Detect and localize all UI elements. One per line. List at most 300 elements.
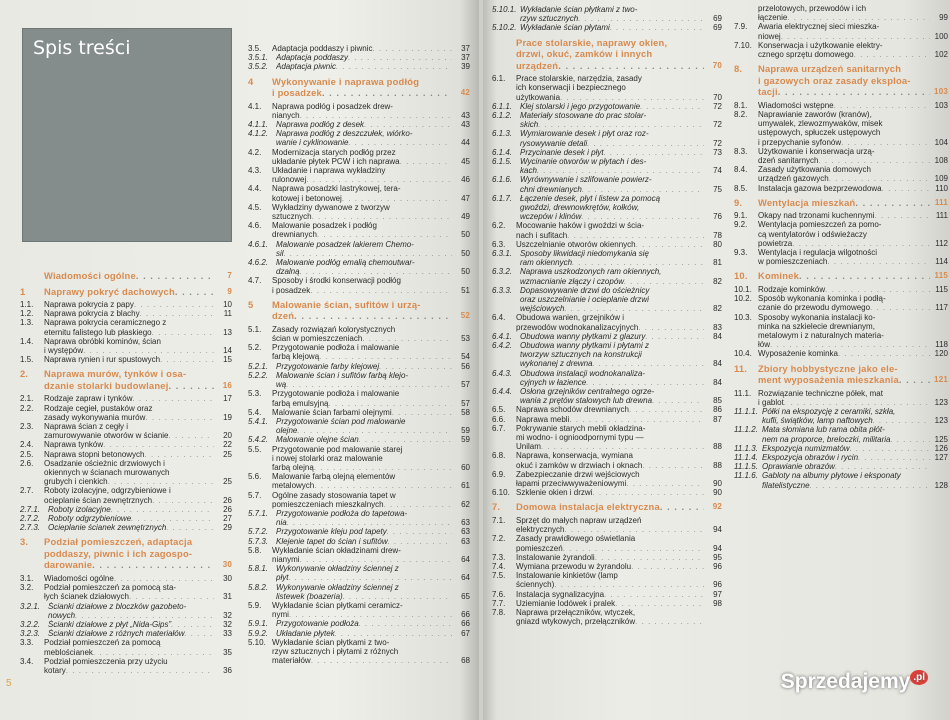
toc-entry-page: 114 xyxy=(935,257,948,267)
toc-entry-number: 7.8. xyxy=(492,607,506,617)
toc-entry xyxy=(492,369,722,387)
toc-entry xyxy=(248,258,470,276)
toc-entry xyxy=(248,435,470,444)
toc-entry-title: Ekspozycja obrazów i rycin . . . xyxy=(762,453,930,462)
toc-entry-page: 50 xyxy=(461,230,470,240)
toc-entry-title: Wykładziny dywanowe z tworzyw sztucznych . . . xyxy=(272,203,452,221)
toc-entry-page: 59 xyxy=(461,435,470,445)
toc-entry-number: 5.7.2. xyxy=(248,527,269,537)
toc-entry-title: Wyposażenie kominka . . . xyxy=(758,349,930,358)
toc-entry-page: 37 xyxy=(461,44,470,53)
toc-entry-page: 20 xyxy=(223,431,232,441)
toc-entry-page: 128 xyxy=(934,480,948,490)
toc-entry-title: Naprawa uszkodzonych ram okiennych, wzmacnianie złączy i czopów . . . xyxy=(520,267,704,285)
toc-entry xyxy=(248,546,470,564)
toc-column-4 xyxy=(734,4,948,490)
toc-entry-number: 5.2.2. xyxy=(248,370,269,380)
toc-entry-page: 27 xyxy=(223,514,232,524)
toc-entry-page: 123 xyxy=(934,416,948,426)
toc-entry-page: 95 xyxy=(713,552,722,562)
toc-entry xyxy=(248,221,470,239)
toc-entry-number: 9.1. xyxy=(734,211,748,221)
toc-entry xyxy=(248,629,470,638)
toc-entry-title: Wykładanie ścian płytami . . . xyxy=(520,23,704,32)
toc-entry-page: 11 xyxy=(223,309,232,319)
toc-entry-title: Obudowa instalacji wodnokanaliza- cyjnych w łazience . . . xyxy=(520,369,704,387)
toc-entry-number: 2.7.1. xyxy=(20,504,41,514)
toc-entry-title: Zasady rozwiązań kolorystycznych ścian w pomieszczeniach . . . xyxy=(272,325,452,343)
toc-entry-title: Naprawa rynien i rur spustowych . . . xyxy=(44,355,214,364)
toc-entry-page: 108 xyxy=(934,155,948,165)
toc-entry-page: 16 xyxy=(222,380,232,390)
toc-entry-page: 63 xyxy=(461,536,470,546)
toc-entry xyxy=(248,619,470,628)
toc-entry xyxy=(734,349,948,358)
toc-entry-page: 29 xyxy=(223,523,232,533)
toc-entry-page: 82 xyxy=(713,276,722,286)
toc-entry-number: 6.6. xyxy=(492,414,506,424)
toc-entry-title: Naprawa podłóg z desek . . . xyxy=(276,120,452,129)
toc-entry xyxy=(734,294,948,312)
toc-entry xyxy=(734,444,948,453)
toc-entry-number: 10. xyxy=(734,270,748,282)
toc-entry-page: 96 xyxy=(713,561,722,571)
toc-entry-title: Sposoby wykonania instalacji ko- minka na szkielecie drewnianym, metalowym i z naturalnych materia- łów . . . xyxy=(758,313,930,350)
toc-entry-number: 5.4. xyxy=(248,407,262,417)
toc-chapter-heading xyxy=(734,363,948,386)
toc-entry-number: 3. xyxy=(20,536,29,548)
toc-entry xyxy=(492,175,722,193)
toc-entry-number: 2.7.3. xyxy=(20,523,41,533)
toc-entry xyxy=(248,564,470,582)
toc-entry-title: Przycinanie desek i płyt . . . xyxy=(520,148,704,157)
toc-entry-page: 61 xyxy=(461,481,470,491)
toc-entry-number: 1.2. xyxy=(20,309,34,319)
toc-entry-page: 57 xyxy=(461,380,470,390)
toc-entry xyxy=(248,44,470,53)
toc-entry-number: 10.2. xyxy=(734,294,752,304)
toc-entry-title: Instalacja sygnalizacyjna . . . xyxy=(516,590,704,599)
toc-chapter-heading xyxy=(248,76,470,99)
toc-entry-title: Obudowa wanny płytkami z glazury . . . xyxy=(520,332,704,341)
toc-entry xyxy=(248,638,470,666)
toc-entry-page: 81 xyxy=(713,258,722,268)
toc-entry-number: 5.7.3. xyxy=(248,536,269,546)
toc-entry-page: 69 xyxy=(713,23,722,33)
toc-entry xyxy=(248,148,470,166)
toc-entry-number: 11.1.4. xyxy=(734,453,758,463)
toc-entry-title: Naprawa pokrycia ceramicznego z eternitu falistego lub płaskiego . . . xyxy=(44,318,214,336)
toc-entry xyxy=(248,325,470,343)
toc-entry xyxy=(734,248,948,266)
toc-entry-title: Naprawa pokrycia z papy . . . xyxy=(44,300,214,309)
toc-entry-number: 6.1.4. xyxy=(492,147,513,157)
toc-entry-number: 6.1.5. xyxy=(492,156,513,166)
toc-entry xyxy=(492,451,722,469)
toc-entry xyxy=(492,534,722,552)
toc-entry xyxy=(734,220,948,248)
toc-entry-title: Wykonywanie i naprawa podłóg i posadzek . . . xyxy=(272,76,452,99)
toc-entry-number: 2.1. xyxy=(20,394,34,404)
toc-entry-title: Roboty izolacyjne, odgrzybieniowe i ocieplanie ścian zewnętrznych . . . xyxy=(44,486,214,504)
toc-entry-number: 1.1. xyxy=(20,300,34,309)
toc-entry-number: 3.2.3. xyxy=(20,629,41,639)
toc-entry-title: Rodzaje kominków . . . xyxy=(758,285,930,294)
toc-entry-title: Ścianki działowe z różnych materiałów . . . xyxy=(48,629,214,638)
toc-entry-number: 5.1. xyxy=(248,324,262,334)
toc-entry xyxy=(734,425,948,443)
toc-entry-number: 7.9. xyxy=(734,22,748,32)
toc-entry-number: 8.5. xyxy=(734,183,748,193)
toc-entry xyxy=(492,148,722,157)
toc-entry xyxy=(248,389,470,407)
toc-entry xyxy=(492,74,722,102)
toc-entry xyxy=(492,102,722,111)
toc-entry xyxy=(248,527,470,536)
toc-entry-number: 4.3. xyxy=(248,166,262,176)
toc-chapter-heading xyxy=(734,270,948,282)
toc-entry-title: Malowanie ścian i sufitów farbą klejo- wą . . . xyxy=(276,371,452,389)
toc-entry-number: 10.4. xyxy=(734,349,752,359)
toc-entry-title: Wymiarowanie desek i płyt oraz roz- rysowywanie detali . . . xyxy=(520,129,704,147)
toc-entry xyxy=(20,486,232,504)
toc-entry-title: Wiadomości ogólne . . . xyxy=(44,574,214,583)
toc-entry xyxy=(20,505,232,514)
toc-entry xyxy=(248,184,470,202)
toc-entry-page: 74 xyxy=(713,166,722,176)
toc-entry-page: 102 xyxy=(934,50,948,60)
toc-entry-number: 6.10. xyxy=(492,488,510,498)
watermark-badge: .pl xyxy=(910,670,928,685)
toc-entry xyxy=(734,285,948,294)
toc-entry-number: 1 xyxy=(20,285,26,297)
toc-entry-title: Naprawa posadzki lastrykowej, tera- kotowej i betonowej . . . xyxy=(272,184,452,202)
toc-entry-number: 3.2. xyxy=(20,583,34,593)
toc-entry-title: Ścianki działowe z płyt „Nida-Gips” . . . xyxy=(48,620,214,629)
toc-entry-page: 88 xyxy=(713,442,722,452)
toc-entry-title: Malowanie posadzek i podłóg drewnianych . . . xyxy=(272,221,452,239)
toc-entry-page: 47 xyxy=(461,193,470,203)
toc-entry-page: 100 xyxy=(934,31,948,41)
toc-entry-title: Naprawa obróbki kominów, ścian i występów . . . xyxy=(44,337,214,355)
toc-entry-page: 44 xyxy=(461,138,470,148)
toc-entry-title: Naprawa przełączników, wtyczek, gniazd wtykowych, przełączników . . . xyxy=(516,608,704,626)
toc-chapter-heading xyxy=(20,536,232,571)
toc-entry xyxy=(734,184,948,193)
toc-entry-number: 11.1.5. xyxy=(734,462,758,472)
toc-entry-page: 57 xyxy=(461,398,470,408)
toc-entry-page: 53 xyxy=(461,334,470,344)
toc-entry-title: Adaptacja piwnic . . . xyxy=(276,62,452,71)
toc-entry-number: 7.4. xyxy=(492,561,506,571)
toc-entry xyxy=(734,462,948,471)
toc-entry-number: 3.1. xyxy=(20,573,34,583)
toc-entry xyxy=(20,620,232,629)
toc-entry-page: 90 xyxy=(713,479,722,489)
toc-entry-page: 25 xyxy=(223,477,232,487)
toc-entry-title: Adaptacja poddaszy . . . xyxy=(276,53,452,62)
toc-entry-title: Przygotowanie podłoża . . . xyxy=(276,619,452,628)
toc-entry-title: Wykonywanie okładziny ściennej z listewek (boazeria) . . . xyxy=(276,583,452,601)
toc-entry xyxy=(20,394,232,403)
toc-entry xyxy=(248,583,470,601)
toc-entry-number: 8.4. xyxy=(734,165,748,175)
toc-entry-page: 26 xyxy=(223,504,232,514)
toc-entry xyxy=(20,355,232,364)
toc-entry-number: 7.10. xyxy=(734,40,752,50)
toc-entry-number: 4 xyxy=(248,75,254,87)
toc-entry xyxy=(492,249,722,267)
toc-entry-title: Rodzaje zapraw i tynków . . . xyxy=(44,394,214,403)
toc-entry-page: 59 xyxy=(461,426,470,436)
toc-entry xyxy=(734,453,948,462)
toc-entry xyxy=(248,102,470,120)
toc-entry-page: 45 xyxy=(461,156,470,166)
toc-entry-page: 70 xyxy=(713,92,722,102)
toc-entry xyxy=(20,422,232,440)
toc-entry-title: Wycinanie otworów w płytach i des- kach . . . xyxy=(520,157,704,175)
toc-entry-page: 42 xyxy=(460,88,470,98)
toc-entry-title: Malowanie ścian, sufitów i urzą- dzeń . . . xyxy=(272,299,452,322)
toc-entry-page: 82 xyxy=(713,304,722,314)
toc-entry-number: 5.8. xyxy=(248,545,262,555)
toc-entry xyxy=(248,343,470,361)
toc-entry-title: Dopasowywanie drzwi do ościeżnicy oraz uszczelnianie i ocieplanie drzwi wejściowych . . . xyxy=(520,286,704,314)
toc-entry-title: Użytkowanie i konserwacja urzą- dzeń sanitarnych . . . xyxy=(758,147,930,165)
toc-entry-title: Gabloty na albumy płytowe i eksponaty filatelistyczne . . . xyxy=(762,471,930,489)
toc-entry xyxy=(492,516,722,534)
toc-entry-page: 96 xyxy=(713,580,722,590)
toc-entry xyxy=(492,332,722,341)
toc-entry-page: 66 xyxy=(461,610,470,620)
toc-entry-title: Wyrównywanie i szlifowanie powierz- chni drewnianych . . . xyxy=(520,175,704,193)
toc-entry-number: 5.4.1. xyxy=(248,416,269,426)
toc-entry xyxy=(248,129,470,147)
toc-entry-page: 65 xyxy=(461,591,470,601)
toc-entry-number: 3.5.1. xyxy=(248,53,269,63)
toc-entry-page: 63 xyxy=(461,527,470,537)
toc-entry-page: 72 xyxy=(713,120,722,130)
toc-entry xyxy=(248,417,470,435)
toc-entry-number: 5.4.2. xyxy=(248,435,269,445)
toc-entry-title: Ogólne zasady stosowania tapet w pomieszczeniach mieszkalnych . . . xyxy=(272,491,452,509)
toc-entry-number: 5.6. xyxy=(248,472,262,482)
toc-entry xyxy=(492,415,722,424)
toc-entry xyxy=(248,445,470,473)
toc-entry xyxy=(734,165,948,183)
toc-entry-title: Roboty odgrzybieniowe . . . xyxy=(48,514,214,523)
toc-chapter-heading xyxy=(20,286,232,298)
toc-entry xyxy=(492,194,722,222)
toc-entry xyxy=(248,62,470,71)
toc-entry-number: 5.5. xyxy=(248,444,262,454)
toc-entry-number: 5.8.2. xyxy=(248,582,269,592)
toc-entry xyxy=(734,4,948,22)
toc-entry-title: Obudowa wanny płytkami i płytami z tworzyw sztucznych na konstrukcji wykonanej z drewna . . . xyxy=(520,341,704,369)
toc-entry-title: Przygotowanie farby klejowej . . . xyxy=(276,362,452,371)
toc-entry-title: Wykładanie ścian okładzinami drew- nianymi . . . xyxy=(272,546,452,564)
toc-entry-title: Układanie i naprawa wykładziny rulonowej . . . xyxy=(272,166,452,184)
toc-entry xyxy=(248,509,470,527)
toc-entry-page: 111 xyxy=(934,197,948,207)
toc-entry-number: 6.3.3. xyxy=(492,285,513,295)
toc-entry-page: 99 xyxy=(939,13,948,23)
toc-entry xyxy=(492,608,722,626)
toc-entry-page: 103 xyxy=(934,87,948,97)
toc-entry xyxy=(492,488,722,497)
toc-entry-number: 9.2. xyxy=(734,220,748,230)
toc-entry xyxy=(492,599,722,608)
watermark: Sprzedajemy $^{.pl}$ xyxy=(781,670,928,694)
toc-entry-number: 7.7. xyxy=(492,598,506,608)
toc-entry-number: 6.8. xyxy=(492,451,506,461)
toc-entry-number: 8.3. xyxy=(734,146,748,156)
toc-entry-number: 1.5. xyxy=(20,355,34,365)
toc-entry xyxy=(20,657,232,675)
toc-entry-number: 5.9.1. xyxy=(248,619,269,629)
toc-entry-title: Naprawa schodów drewnianych . . . xyxy=(516,405,704,414)
toc-entry-title: Prace stolarskie, naprawy okien, drzwi, okuć, zamków i innych urządzeń . . . xyxy=(516,37,704,72)
toc-entry-title: Ścianki działowe z bloczków gazobeto- nowych . . . xyxy=(48,602,214,620)
toc-entry-number: 3.2.2. xyxy=(20,619,41,629)
toc-entry-number: 4.4. xyxy=(248,184,262,194)
toc-entry-number: 11.1. xyxy=(734,388,752,398)
toc-entry-number: 5.3. xyxy=(248,389,262,399)
toc-entry-page: 32 xyxy=(223,619,232,629)
toc-entry-title: Wykonywanie okładziny ściennej z płyt . . . xyxy=(276,564,452,582)
toc-entry-title: Naprawa urządzeń sanitarnych i gazowych oraz zasady eksploa- tacji . . . xyxy=(758,63,930,98)
toc-entry-page: 37 xyxy=(461,53,470,63)
toc-entry-page: 115 xyxy=(935,284,948,294)
toc-entry-page: 70 xyxy=(712,60,722,70)
toc-entry-title: Malowanie posadzek lakierem Chemo- sil . . . xyxy=(276,240,452,258)
toc-entry xyxy=(248,362,470,371)
toc-entry-page: 51 xyxy=(461,285,470,295)
toc-entry-page: 115 xyxy=(934,271,948,281)
toc-entry-number: 6.4.4. xyxy=(492,387,513,397)
toc-entry xyxy=(492,387,722,405)
toc-entry-title: Wykładanie ścian płytkami z two- rzyw sztucznych i płytami z różnych materiałów . . . xyxy=(272,638,452,666)
toc-entry-number: 6.1.7. xyxy=(492,193,513,203)
toc-column-2 xyxy=(248,44,470,665)
toc-entry-page: 32 xyxy=(223,610,232,620)
toc-entry-title: Pokrywanie starych mebli okładzina- mi wodno- i ognioodpornymi typu — Unilam . . . xyxy=(516,424,704,452)
toc-entry xyxy=(20,459,232,487)
toc-entry-number: 3.2.1. xyxy=(20,601,41,611)
toc-entry-number: 11.1.1. xyxy=(734,407,758,416)
toc-entry-page: 63 xyxy=(461,518,470,528)
toc-entry-number: 6.1.1. xyxy=(492,101,513,111)
toc-entry-number: 5.8.1. xyxy=(248,564,269,574)
toc-entry-title: Uziemianie lodówek i pralek . . . xyxy=(516,599,704,608)
toc-entry xyxy=(492,571,722,589)
toc-entry xyxy=(492,129,722,147)
toc-entry-page: 31 xyxy=(223,592,232,602)
toc-entry xyxy=(248,408,470,417)
toc-entry xyxy=(248,472,470,490)
toc-entry xyxy=(734,407,948,425)
toc-entry-number: 9.3. xyxy=(734,248,748,258)
toc-entry-number: 3.5. xyxy=(248,44,262,53)
toc-entry-number: 2.3. xyxy=(20,422,34,432)
toc-chapter-heading xyxy=(20,270,232,282)
toc-entry-page: 112 xyxy=(935,238,948,248)
toc-entry-number: 6.3. xyxy=(492,239,506,249)
toc-entry-title: Wiadomości ogólne . . . xyxy=(44,270,214,282)
toc-entry-number: 5.10.1. xyxy=(492,5,517,14)
toc-entry-title: Przygotowanie pod malowanie starej i nowej stolarki oraz malowanie farbą olejną . . . xyxy=(272,445,452,473)
toc-entry-page: 14 xyxy=(223,346,232,356)
toc-entry xyxy=(734,471,948,489)
toc-entry-page: 120 xyxy=(934,349,948,359)
toc-entry xyxy=(492,470,722,488)
toc-entry-number: 5.2.1. xyxy=(248,361,269,371)
toc-entry-page: 90 xyxy=(713,488,722,498)
toc-entry-title: Mata słomiana lub rama obita płót- nem na proporce, breloczki, militaria . . . xyxy=(762,425,930,443)
toc-entry-page: 75 xyxy=(713,184,722,194)
toc-entry-title: Naprawa mebli . . . xyxy=(516,415,704,424)
toc-entry-number: 1.4. xyxy=(20,336,34,346)
toc-entry xyxy=(492,313,722,331)
toc-entry-title: Klej stolarski i jego przygotowanie . . . xyxy=(520,102,704,111)
toc-entry-number: 4.1. xyxy=(248,101,262,111)
toc-entry-title: Oprawianie obrazów . . . xyxy=(762,462,930,471)
toc-entry-number: 2.4. xyxy=(20,440,34,450)
toc-entry xyxy=(20,574,232,583)
toc-entry-title: Instalacja gazowa bezprzewodowa . . . xyxy=(758,184,930,193)
toc-entry-page: 78 xyxy=(713,230,722,240)
toc-entry-page: 35 xyxy=(223,647,232,657)
toc-entry-number: 4.1.1. xyxy=(248,120,269,130)
toc-entry-number: 10.3. xyxy=(734,312,752,322)
toc-entry-page: 97 xyxy=(713,589,722,599)
toc-entry xyxy=(492,405,722,414)
toc-entry-number: 5.9.2. xyxy=(248,628,269,638)
toc-entry xyxy=(20,523,232,532)
toc-entry-number: 6.5. xyxy=(492,405,506,415)
toc-entry-number: 6.3.2. xyxy=(492,267,513,277)
toc-entry-title: Materiały stosowane do prac stolar- skich . . . xyxy=(520,111,704,129)
toc-chapter-heading xyxy=(492,501,722,513)
toc-entry-number: 4.6.2. xyxy=(248,258,269,268)
toc-entry xyxy=(734,211,948,220)
toc-entry xyxy=(20,440,232,449)
toc-entry xyxy=(734,41,948,59)
toc-entry-number: 5.7. xyxy=(248,490,262,500)
toc-entry-title: Roboty izolacyjne . . . xyxy=(48,505,214,514)
toc-entry-number: 6.4.2. xyxy=(492,341,513,350)
toc-entry xyxy=(492,267,722,285)
toc-entry-page: 54 xyxy=(461,352,470,362)
toc-entry-title: Naprawa stopni betonowych . . . xyxy=(44,450,214,459)
toc-entry-title: Naprawa, konserwacja, wymiana okuć i zamków w drzwiach i oknach . . . xyxy=(516,451,704,469)
toc-entry xyxy=(248,120,470,129)
toc-entry-number: 7.5. xyxy=(492,571,506,581)
toc-entry-number: 2.7. xyxy=(20,486,34,496)
toc-entry-number: 5.2. xyxy=(248,343,262,353)
toc-entry-number: 4.6. xyxy=(248,221,262,231)
toc-entry-title: Wentylacja pomieszczeń za pomo- cą wentylatorów i odświeżaczy powietrza . . . xyxy=(758,220,930,248)
toc-entry-page: 56 xyxy=(461,361,470,371)
toc-entry-page: 76 xyxy=(713,212,722,222)
toc-entry-page: 22 xyxy=(223,440,232,450)
toc-entry-title: Zabezpieczanie drzwi wejściowych łapami przeciwwyważeniowymi . . . xyxy=(516,470,704,488)
toc-entry-number: 6.3.1. xyxy=(492,248,513,258)
toc-entry-page: 43 xyxy=(461,120,470,130)
toc-entry-page: 26 xyxy=(223,495,232,505)
toc-entry xyxy=(20,583,232,601)
toc-entry-title: Naprawianie zaworów (kranów), umywalek, zlewozmywaków, misek ustępowych, spłuczek ustępowych i przepychanie syfonów . . . xyxy=(758,110,930,147)
